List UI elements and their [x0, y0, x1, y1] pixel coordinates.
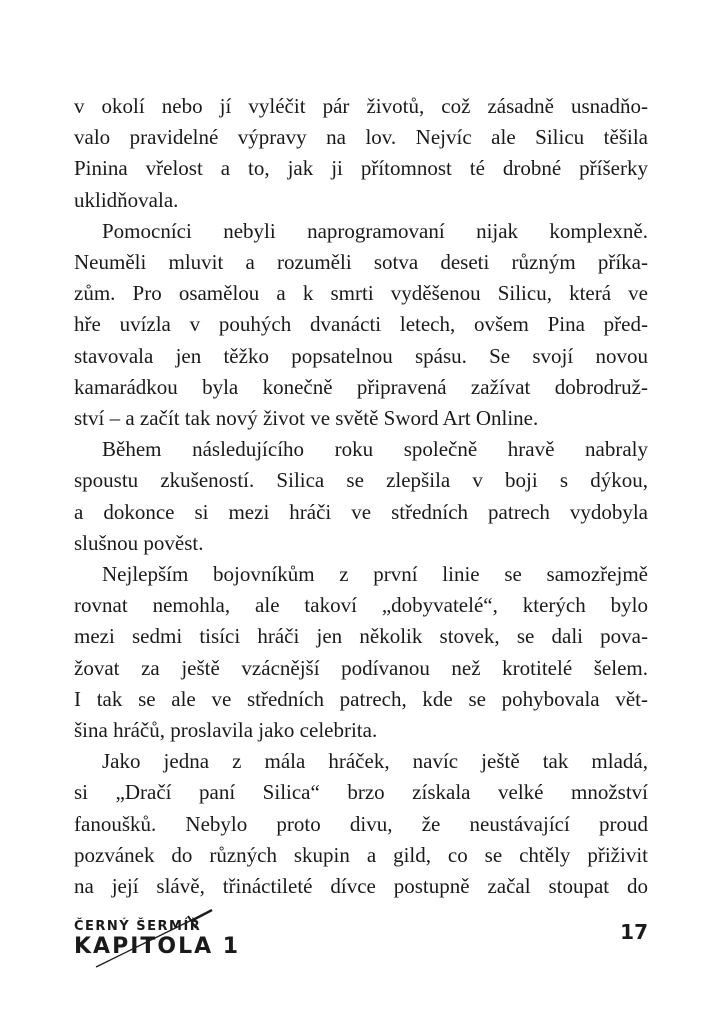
footer-series-logo [74, 911, 274, 971]
line: pozvánek do různých skupin a gild, co se chtěly přiživit [74, 842, 648, 867]
line: valo pravidelné výpravy na lov. Nejvíc ale Silicu těšila [74, 125, 648, 150]
line: v okolí nebo jí vyléčit pár životů, což zásadně usnadňo- [74, 94, 648, 118]
chapter-label: KAPITOLA 1 [74, 934, 241, 959]
line: zům. Pro osamělou a k smrti vyděšenou Silicu, která ve [74, 281, 648, 306]
paragraph-3 [74, 434, 648, 559]
line: Pomocníci nebyli naprogramovaní nijak komplexně. [102, 218, 648, 243]
line: žovat za ještě vzácnější podívanou než krotitelé šelem. [74, 655, 648, 680]
paragraph-2 [74, 216, 648, 434]
line-last: ství – a začít tak nový život ve světě Sword Art Online. [74, 406, 539, 431]
line: a dokonce si mezi hráči ve středních patrech vydobyla [74, 499, 648, 524]
line: mezi sedmi tisíci hráči jen několik stovek, se dali pova- [74, 624, 648, 649]
line: spoustu zkušeností. Silica se zlepšila v boji s dýkou, [74, 468, 648, 493]
line: fanoušků. Nebylo proto divu, že neustávající proud [74, 811, 648, 836]
line: Neuměli mluvit a rozuměli sotva deseti různým příka- [74, 250, 648, 275]
line-last: šina hráčů, proslavila jako celebrita. [74, 718, 378, 743]
line-last: slušnou pověst. [74, 530, 204, 555]
paragraph-1 [74, 91, 648, 216]
line: I tak se ale ve středních patrech, kde se pohybovala vět- [74, 686, 648, 711]
series-title: ČERNÝ ŠERMÍŘ [74, 919, 202, 934]
line: stavovala jen těžko popsatelnou spásu. Se svojí novou [74, 343, 648, 368]
page-number: 17 [620, 920, 648, 944]
line: rovnat nemohla, ale takoví „dobyvatelé“, kterých bylo [74, 593, 648, 618]
line-last: uklidňovala. [74, 187, 179, 212]
line: Jako jedna z mála hráček, navíc ještě tak mladá, [102, 749, 648, 774]
page-body-text [74, 91, 648, 902]
line: hře uvízla v pouhých dvanácti letech, ovšem Pina před- [74, 312, 648, 337]
line: si „Dračí paní Silica“ brzo získala velké množství [74, 780, 648, 805]
line: Pinina vřelost a to, jak ji přítomnost té drobné příšerky [74, 156, 648, 181]
paragraph-4 [74, 559, 648, 746]
line: Nejlepším bojovníkům z první linie se samozřejmě [102, 562, 648, 587]
paragraph-5 [74, 746, 648, 902]
line: Během následujícího roku společně hravě nabraly [102, 437, 648, 462]
line: kamarádkou byla konečně připravená zažívat dobrodruž- [74, 374, 648, 399]
line: na její slávě, třináctileté dívce postupně začal stoupat do [74, 874, 648, 899]
